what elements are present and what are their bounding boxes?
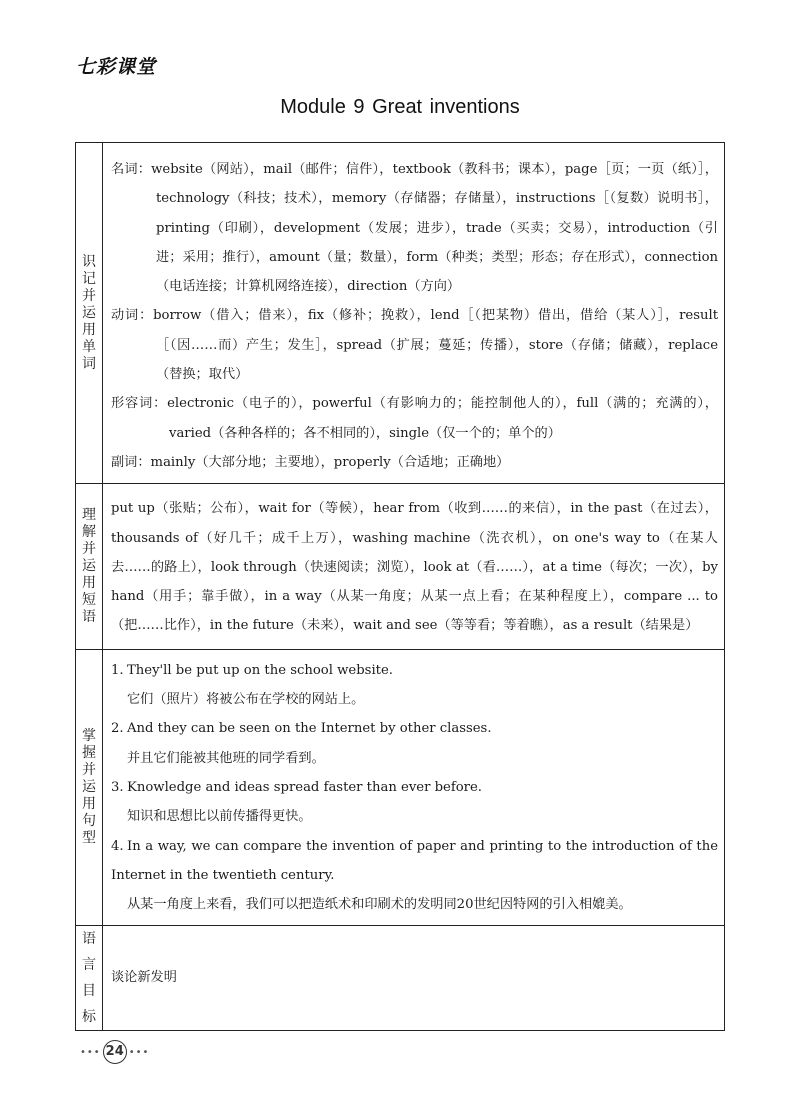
page-title: Module 9 Great inventions <box>280 96 520 118</box>
sentence-item: 1. They'll be put up on the school website. 它们（照片）将被公布在学校的网站上。 <box>111 656 718 715</box>
table-row-words <box>76 143 725 484</box>
sentences-content <box>103 649 725 926</box>
vocabulary-table <box>75 142 725 1031</box>
nouns-entry: 名词：website（网站），mail（邮件；信件），textbook（教科书；课本），page［页；一页（纸）］，technology（科技；技术），memory（存储器；存储量），instructions［（复数）说明书］，printing（印刷），development（发展；进步），trade（买卖；交易），introduction（引进；采用；推行），amount（量；数量），form（种类；类型；形态；存在形式），connection（电话连接；计算机网络连接），direction（方向） <box>111 162 718 295</box>
sentence-english: And they can be seen on the Internet by other classes. <box>127 721 492 737</box>
sentence-english: Knowledge and ideas spread faster than ever before. <box>127 779 482 795</box>
dots-decoration-left: ••• <box>80 1046 101 1058</box>
page-number-circle: 24 <box>103 1040 127 1064</box>
language-goal-content: 谈论新发明 <box>103 926 725 1031</box>
sentence-english: They'll be put up on the school website. <box>127 662 393 678</box>
adjectives-entry: 形容词：electronic（电子的），powerful（有影响力的；能控制他人的），full（满的；充满的），varied（各种各样的；各不相同的），single（仅一个的；单个的） <box>111 396 718 441</box>
row-label-sentences: 掌握并运用句型 <box>76 649 103 926</box>
page-number <box>80 1040 149 1064</box>
sentence-item: 2. And they can be seen on the Internet by other classes. 并且它们能被其他班的同学看到。 <box>111 714 718 773</box>
words-content <box>103 143 725 484</box>
table-row-phrases <box>76 484 725 649</box>
sentence-chinese: 并且它们能被其他班的同学看到。 <box>127 750 325 766</box>
table-row-language-goal <box>76 926 725 1031</box>
table-row-sentences <box>76 649 725 926</box>
adverbs-entry: 副词：mainly（大部分地；主要地），properly（合适地；正确地） <box>111 454 510 470</box>
row-label-phrases: 理解并运用短语 <box>76 484 103 649</box>
row-label-language-goal: 语言 目标 <box>76 926 103 1031</box>
brand-logo: 七彩课堂 <box>76 56 157 78</box>
phrases-content: put up（张贴；公布），wait for（等候），hear from（收到……的来信），in the past（在过去），thousands of（好几千；成千上万），washing machine（洗衣机），on one's way to（在某人去……的路上），look through（快速阅读；浏览），look at（看……），at a time（每次；一次），by hand（用手；靠手做），in a way（从某一角度；从某一点上看；在某种程度上），compare ... to（把……比作），in the future（未来），wait and see（等等看；等着瞧），as a result（结果是） <box>103 484 725 649</box>
sentence-item: 3. Knowledge and ideas spread faster than ever before. 知识和思想比以前传播得更快。 <box>111 773 718 832</box>
sentence-english: In a way, we can compare the invention of paper and printing to the introduction of the Internet in the twentieth century. <box>111 838 718 883</box>
row-label-words: 识记并运用单词 <box>76 143 103 484</box>
sentence-chinese: 知识和思想比以前传播得更快。 <box>127 809 312 825</box>
verbs-entry: 动词：borrow（借入；借来），fix（修补；挽救），lend［（把某物）借出，借给（某人）］，result［（因……而）产生；发生］，spread（扩展；蔓延；传播），store（存储；储藏），replace（替换；取代） <box>111 308 718 383</box>
sentence-item: 4. In a way, we can compare the invention of paper and printing to the introduction of the Internet in the twentieth century. 从某一角度上来看，我们可以把造纸术和印刷术的发明同20世纪因特网的引入相媲美。 <box>111 832 718 920</box>
sentence-chinese: 从某一角度上来看，我们可以把造纸术和印刷术的发明同20世纪因特网的引入相媲美。 <box>127 897 632 913</box>
sentence-chinese: 它们（照片）将被公布在学校的网站上。 <box>127 692 365 708</box>
dots-decoration-right: ••• <box>128 1046 150 1058</box>
